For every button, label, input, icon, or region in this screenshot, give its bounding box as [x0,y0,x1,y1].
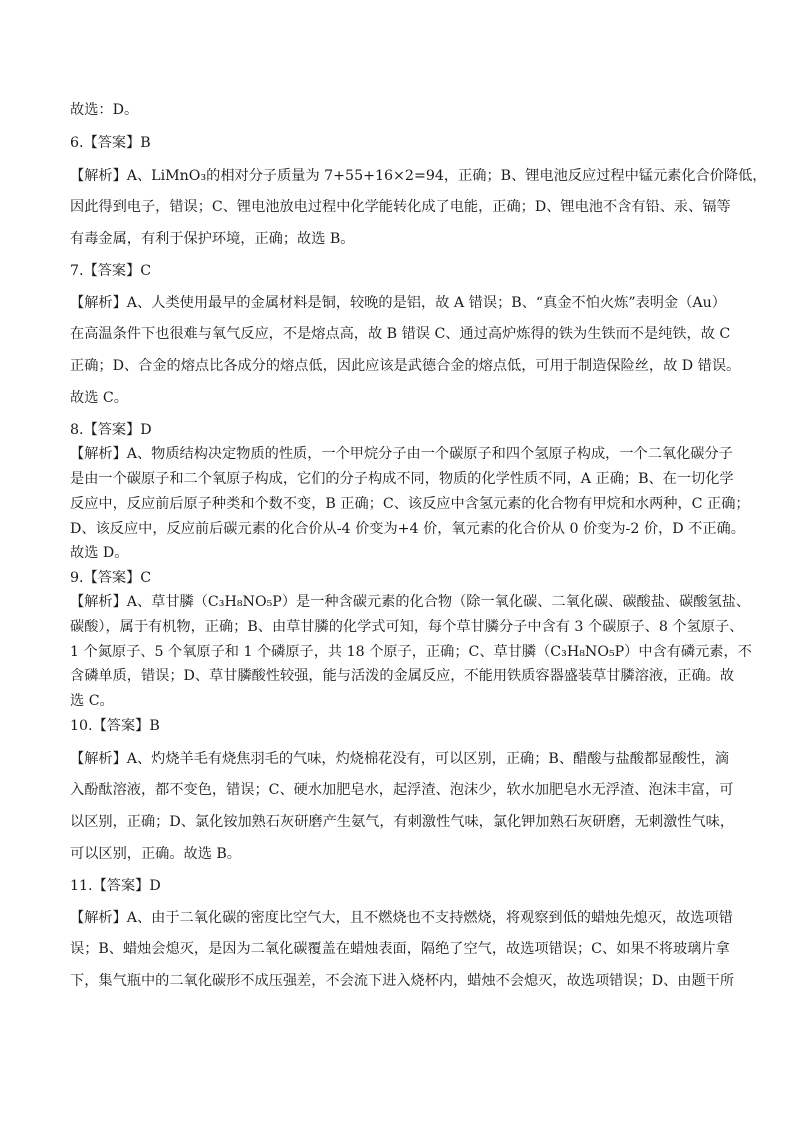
answer-heading: 9.【答案】C [70,570,152,586]
text-line: 故选 C。 [70,390,128,406]
answer-heading: 8.【答案】D [70,422,152,438]
answer-heading: 7.【答案】C [70,263,152,279]
text-line: D、该反应中，反应前后碳元素的化合价从-4 价变为+4 价，氧元素的化合价从 0 价变为-2 价，D 不正确。 [70,521,745,537]
text-line: 是由一个碳原子和二个氧原子构成，它们的分子构成不同，物质的化学性质不同，A 正确；B、在一切化学 [70,471,734,487]
answer-heading: 11.【答案】D [70,878,161,894]
text-line: 可以区别，正确。故选 B。 [70,846,241,862]
text-line: 以区别，正确；D、氯化铵加熟石灰研磨产生氨气，有刺激性气味，氯化钾加熟石灰研磨，无刺激性气味， [70,814,735,830]
text-line: 反应中，反应前后原子种类和个数不变，B 正确；C、该反应中含氢元素的化合物有甲烷和水两种，C 正确； [70,496,750,512]
text-line: 【解析】A、由于二氧化碳的密度比空气大，且不燃烧也不支持燃烧，将观察到低的蜡烛先熄灭，故选项错 [70,910,733,926]
text-line: 故选 D。 [70,545,129,561]
text-line: 【解析】A、物质结构决定物质的性质，一个甲烷分子由一个碳原子和四个氢原子构成，一个二氧化碳分子 [70,446,733,462]
text-line: 故选：D。 [70,102,139,118]
answer-heading: 10.【答案】B [70,718,160,734]
text-line: 误；B、蜡烛会熄灭，是因为二氧化碳覆盖在蜡烛表面，隔绝了空气，故选项错误；C、如果不将玻璃片拿 [70,941,730,957]
text-line: 1 个氮原子、5 个氧原子和 1 个磷原子，共 18 个原子，正确；C、草甘膦（C₃H₈NO₅P）中含有磷元素，不 [70,644,752,660]
text-line: 含磷单质，错误；D、草甘膦酸性较强，能与活泼的金属反应，不能用铁质容器盛装草甘膦溶液，正确。故 [70,668,735,684]
text-line: 【解析】A、灼烧羊毛有烧焦羽毛的气味，灼烧棉花没有，可以区别，正确；B、醋酸与盐酸都显酸性，滴 [70,751,730,767]
text-line: 【解析】A、LiMnO₃的相对分子质量为 7+55+16×2=94，正确；B、锂电池反应过程中锰元素化合价降低， [70,168,767,184]
text-line: 碳酸），属于有机物，正确；B、由草甘膦的化学式可知，每个草甘膦分子中含有 3 个碳原子、8 个氢原子、 [70,619,744,635]
text-line: 因此得到电子，错误；C、锂电池放电过程中化学能转化成了电能，正确；D、锂电池不含有铅、汞、镉等 [70,199,731,215]
answer-heading: 6.【答案】B [70,135,151,151]
text-line: 选 C。 [70,693,114,709]
text-line: 在高温条件下也很难与氧气反应，不是熔点高，故 B 错误 C、通过高炉炼得的铁为生铁而不是纯铁，故 C [70,326,731,342]
text-line: 正确；D、合金的熔点比各成分的熔点低，因此应该是武德合金的熔点低，可用于制造保险丝，故 D 错误。 [70,358,741,374]
text-line: 【解析】A、人类使用最早的金属材料是铜，较晚的是铝，故 A 错误；B、“真金不怕火炼”表明金（Au） [70,295,726,311]
text-line: 入酚酞溶液，都不变色，错误；C、硬水加肥皂水，起浮渣、泡沫少，软水加肥皂水无浮渣、泡沫丰富，可 [70,782,734,798]
text-line: 下，集气瓶中的二氧化碳形不成压强差，不会流下进入烧杯内，蜡烛不会熄灭，故选项错误；D、由题干所 [70,973,735,989]
text-line: 有毒金属，有利于保护环境，正确；故选 B。 [70,231,355,247]
text-line: 【解析】A、草甘膦（C₃H₈NO₅P）是一种含碳元素的化合物（除一氧化碳、二氧化碳、碳酸盐、碳酸氢盐、 [70,594,751,610]
